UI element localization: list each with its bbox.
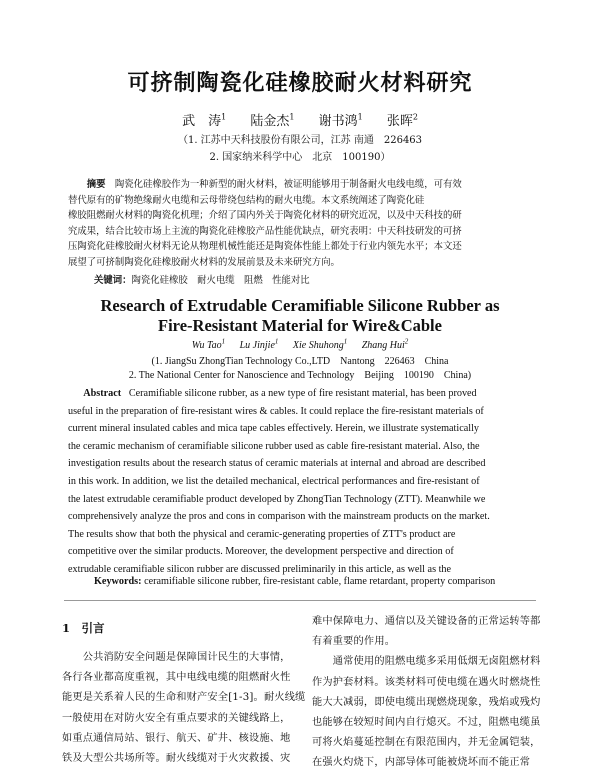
english-affiliation-2: 2. The National Center for Nanoscience and Technology Beijing 100190 China)	[128, 370, 472, 381]
abstract-line: the ceramic mechanism of ceramifiable silicone rubber used as cable fire-resistant material. Also, the	[68, 440, 480, 452]
body-left-column	[62, 612, 306, 769]
abstract-line: comprehensively analyze the pros and cons in comparison with the mainstream products on the market.	[68, 511, 490, 523]
english-keywords: Keywords: ceramifiable silicone rubber, fire-resistant cable, flame retardant, property comparison	[94, 576, 496, 587]
body-line: 一般使用在对防火安全有重点要求的关键线路上，	[62, 712, 291, 724]
abstract-line: in this work. In addition, we list the detailed mechanical, electrical performances and fire-resistant of	[68, 475, 480, 487]
author: 张晖$^2$	[386, 112, 418, 129]
author: 陆金杰$^1$	[250, 112, 295, 129]
abstract-line: extrudable ceramifiable silicon rubber are discussed preliminarily in this article, as well as the	[68, 563, 452, 575]
body-line: 有着重要的作用。	[312, 636, 396, 648]
author: Xie Shuhong$^1$	[292, 338, 348, 352]
author: Zhang Hui$^2$	[361, 338, 409, 352]
body-line: 铁及大型公共场所等。耐火线缆对于火灾救援、灾	[62, 752, 291, 764]
chinese-title: 可挤制陶瓷化硅橡胶耐火材料研究	[127, 70, 473, 96]
chinese-affiliation-1: （1. 江苏中天科技股份有限公司，江苏 南通 226463	[177, 135, 423, 146]
english-abstract	[68, 385, 538, 579]
body-line: 在强火灼烧下，内部导体可能被烧坏而不能正常	[312, 757, 531, 769]
abstract-line: Abstract Ceramifiable silicone rubber, as a new type of fire resistant material, has been proved	[83, 388, 477, 399]
author: Lu Jinjie$^1$	[239, 338, 279, 352]
english-authors	[0, 338, 600, 351]
abstract-label: 摘要	[86, 179, 106, 190]
body-line: 也能够在较短时间内自行熄灭。不过，阻燃电缆虽	[312, 716, 541, 728]
abstract-line: competitive over the similar products. Moreover, the development perspective and direction of	[68, 546, 454, 558]
abstract-line: The results show that both the physical and ceramic-generating properties of ZTT's product are	[68, 528, 456, 540]
body-line: 各行各业都高度重视，其中电线电缆的阻燃耐火性	[62, 672, 291, 684]
abstract-line: useful in the preparation of fire-resistant wires & cables. It could replace the fire-resistant materials of	[68, 405, 484, 417]
abstract-line: 究成果，结合比较市场上主流的陶瓷化硅橡胶产品性能优缺点，研究表明：中天科技研发的可挤	[68, 225, 462, 237]
abstract-line: the latest extrudable ceramifiable product developed by ZhongTian Technology (ZTT). Meanwhile we	[68, 493, 486, 505]
abstract-line: 橡胶阻燃耐火材料的陶瓷化机理；介绍了国内外关于陶瓷化材料的研究近况，以及中天科技的研	[68, 210, 462, 222]
body-right-column	[312, 612, 544, 774]
author: Wu Tao$^1$	[191, 338, 226, 352]
body-line: 能更是关系着人民的生命和财产安全[1-3]。耐火线缆	[62, 692, 306, 704]
body-line: 能大大减弱，即使电缆出现燃烧现象，残焰或残灼	[312, 696, 541, 708]
chinese-affiliation-2: 2. 国家纳米科学中心 北京 100190）	[209, 152, 391, 163]
abstract-line: 替代原有的矿物绝缘耐火电缆和云母带绕包结构的耐火电缆。本文系统阐述了陶瓷化硅	[68, 194, 425, 206]
chinese-authors	[0, 110, 600, 129]
chinese-keywords: 关键词：陶瓷化硅橡胶 耐火电缆 阻燃 性能对比	[94, 275, 310, 286]
body-line: 可将火焰蔓延控制在有限范围内，并无金属铠装，	[312, 737, 541, 749]
section-divider	[64, 600, 536, 601]
body-line: 作为护套材料。该类材料可使电缆在遇火时燃烧性	[312, 676, 541, 688]
english-title-line-2: Fire-Resistant Material for Wire&Cable	[158, 316, 442, 335]
author: 武 涛$^1$	[182, 112, 227, 129]
abstract-line: 压陶瓷化硅橡胶耐火材料无论从物理机械性能还是陶瓷体性能上都处于行业内领先水平；本文还	[68, 241, 462, 253]
abstract-label: Abstract	[83, 388, 122, 399]
keywords-label: 关键词：	[94, 275, 132, 286]
body-line: 通常使用的阻燃电缆多采用低烟无卤阻燃材料	[312, 656, 541, 668]
abstract-line: 摘要 陶瓷化硅橡胶作为一种新型的耐火材料，被证明能够用于制备耐火电线电缆，可有效	[86, 179, 462, 190]
body-line: 公共消防安全问题是保障国计民生的大事情，	[62, 652, 291, 663]
section-heading: 1 引言	[62, 621, 105, 635]
abstract-line: current mineral insulated cables and mica tape cables effectively. Herein, we illustrate systematically	[68, 423, 480, 435]
chinese-abstract	[68, 177, 536, 271]
abstract-line: 展望了可挤制陶瓷化硅橡胶耐火材料的发展前景及未来研究方向。	[68, 256, 340, 268]
body-line: 难中保障电力、通信以及关键设备的正常运转等都	[312, 616, 541, 627]
english-title-line-1: Research of Extrudable Ceramifiable Silicone Rubber as	[100, 296, 500, 315]
english-affiliation-1: (1. JiangSu ZhongTian Technology Co.,LTD Nantong 226463 China	[151, 356, 449, 367]
body-line: 如重点通信局站、银行、航天、矿井、核设施、地	[62, 732, 291, 744]
keywords-label: Keywords:	[94, 576, 142, 587]
abstract-line: investigation results about the research status of ceramic materials at internal and abroad are described	[68, 458, 486, 470]
author: 谢书鸿$^1$	[318, 112, 363, 129]
